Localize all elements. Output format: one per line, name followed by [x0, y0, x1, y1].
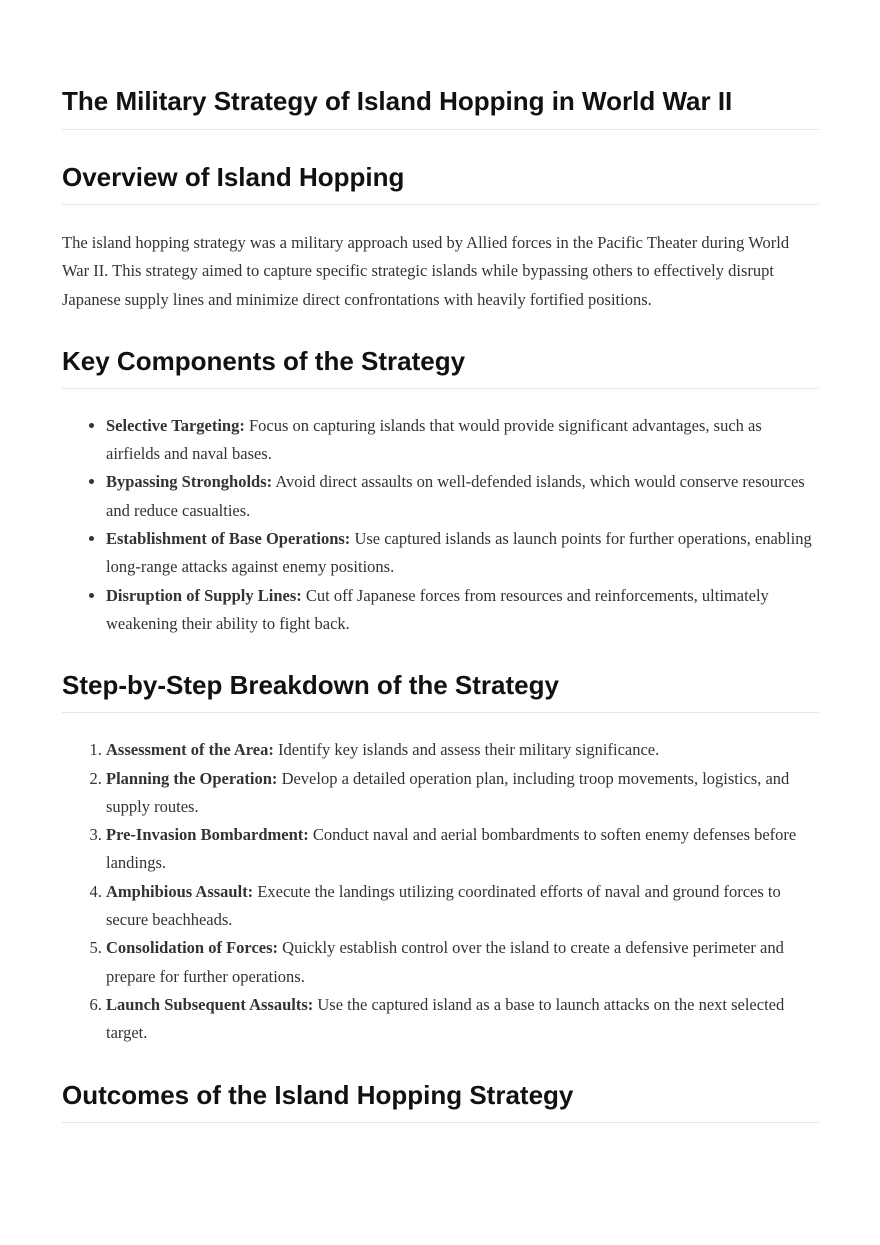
page-title: The Military Strategy of Island Hopping in World War II: [62, 0, 819, 130]
list-item-text: Focus on capturing islands that would provide significant advantages, such as airfields and naval bases.: [106, 415, 762, 464]
components-heading: Key Components of the Strategy: [62, 344, 819, 389]
list-item-term: Consolidation of Forces:: [106, 938, 279, 958]
list-item: [106, 412, 819, 469]
list-item-text: Cut off Japanese forces from resources and reinforcements, ultimately weakening their ability to fight back.: [106, 585, 769, 633]
list-item-term: Bypassing Strongholds:: [106, 472, 273, 492]
list-item: [106, 525, 819, 582]
list-item-text: Quickly establish control over the island to create a defensive perimeter and prepare for further operations.: [106, 938, 784, 986]
list-item: [106, 991, 819, 1048]
list-item: [106, 582, 819, 639]
list-item-term: Selective Targeting:: [106, 415, 245, 435]
list-item-text: Use captured islands as launch points for further operations, enabling long-range attacks against enemy positions.: [106, 529, 812, 577]
list-item-text: Develop a detailed operation plan, including troop movements, logistics, and supply routes.: [106, 768, 790, 816]
list-item-text: Execute the landings utilizing coordinated efforts of naval and ground forces to secure beachheads.: [106, 881, 781, 930]
steps-heading: Step-by-Step Breakdown of the Strategy: [62, 668, 819, 713]
list-item: [106, 821, 819, 878]
overview-heading: Overview of Island Hopping: [62, 160, 819, 205]
list-item-term: Pre-Invasion Bombardment:: [106, 825, 309, 845]
outcomes-heading: Outcomes of the Island Hopping Strategy: [62, 1078, 819, 1123]
list-item-term: Assessment of the Area:: [106, 740, 274, 760]
list-item-text: Avoid direct assaults on well-defended islands, which would conserve resources and reduce casualties.: [106, 472, 805, 520]
list-item: [106, 934, 819, 991]
steps-list: [62, 736, 819, 1047]
components-list: [62, 412, 819, 638]
list-item-term: Amphibious Assault:: [106, 881, 254, 901]
list-item: [106, 736, 819, 764]
list-item: [106, 765, 819, 822]
list-item-text: Identify key islands and assess their military significance.: [273, 740, 660, 760]
document-page: [62, 0, 819, 1123]
list-item-term: Planning the Operation:: [106, 768, 278, 788]
list-item-text: Conduct naval and aerial bombardments to soften enemy defenses before landings.: [106, 825, 797, 873]
list-item: [106, 468, 819, 525]
list-item-term: Disruption of Supply Lines:: [106, 585, 302, 605]
list-item-term: Establishment of Base Operations:: [106, 529, 351, 549]
list-item-text: Use the captured island as a base to launch attacks on the next selected target.: [106, 994, 785, 1043]
list-item: [106, 878, 819, 935]
overview-paragraph: The island hopping strategy was a military approach used by Allied forces in the Pacific Theater during World War II. This strategy aimed to capture specific strategic islands while bypassing others to effectively disrupt Japanese supply lines and minimize direct confrontations with heavily fortified positions.: [62, 233, 790, 309]
list-item-term: Launch Subsequent Assaults:: [106, 994, 314, 1014]
